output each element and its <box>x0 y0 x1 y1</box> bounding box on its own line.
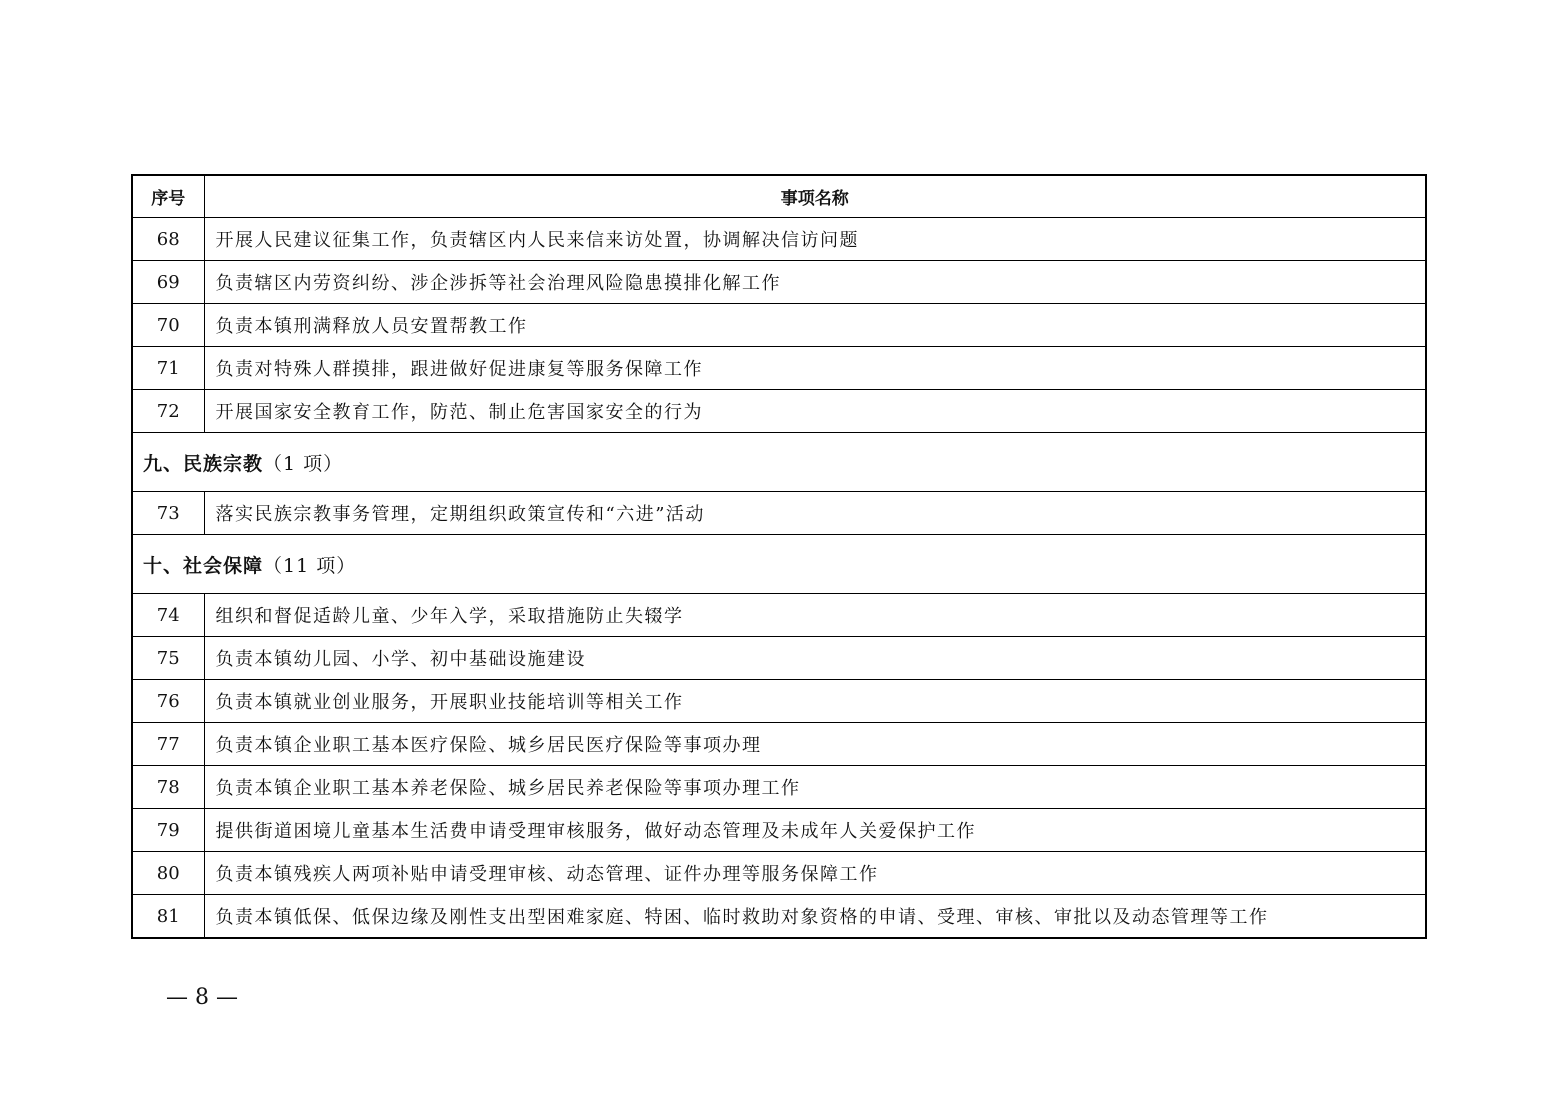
table-row <box>132 492 1426 535</box>
row-name: 开展国家安全教育工作，防范、制止危害国家安全的行为 <box>204 390 1426 433</box>
section-title: 十、社会保障 <box>143 554 264 577</box>
section-count: （11 项） <box>263 554 357 577</box>
table-header-row <box>132 175 1426 218</box>
row-name: 负责本镇就业创业服务，开展职业技能培训等相关工作 <box>204 680 1426 723</box>
row-num: 70 <box>132 304 204 347</box>
row-num: 69 <box>132 261 204 304</box>
row-name: 提供街道困境儿童基本生活费申请受理审核服务，做好动态管理及未成年人关爱保护工作 <box>204 809 1426 852</box>
row-name: 开展人民建议征集工作，负责辖区内人民来信来访处置，协调解决信访问题 <box>204 218 1426 261</box>
row-num: 77 <box>132 723 204 766</box>
row-name: 负责本镇低保、低保边缘及刚性支出型困难家庭、特困、临时救助对象资格的申请、受理、审核、审批以及动态管理等工作 <box>204 895 1426 939</box>
row-num: 73 <box>132 492 204 535</box>
row-num: 76 <box>132 680 204 723</box>
row-name: 负责本镇刑满释放人员安置帮教工作 <box>204 304 1426 347</box>
row-name: 负责对特殊人群摸排，跟进做好促进康复等服务保障工作 <box>204 347 1426 390</box>
table-row <box>132 766 1426 809</box>
header-name: 事项名称 <box>204 175 1426 218</box>
row-num: 79 <box>132 809 204 852</box>
table-row <box>132 852 1426 895</box>
row-num: 75 <box>132 637 204 680</box>
table-row <box>132 723 1426 766</box>
table-row <box>132 347 1426 390</box>
table-row <box>132 390 1426 433</box>
table-row <box>132 809 1426 852</box>
header-num: 序号 <box>132 175 204 218</box>
table-row <box>132 895 1426 939</box>
row-num: 68 <box>132 218 204 261</box>
row-name: 负责本镇企业职工基本养老保险、城乡居民养老保险等事项办理工作 <box>204 766 1426 809</box>
section-heading <box>132 535 1426 594</box>
section-heading-row <box>132 535 1426 594</box>
page-number: — 8 — <box>166 985 238 1010</box>
row-name: 落实民族宗教事务管理，定期组织政策宣传和“六进”活动 <box>204 492 1426 535</box>
row-name: 负责本镇幼儿园、小学、初中基础设施建设 <box>204 637 1426 680</box>
table-row <box>132 218 1426 261</box>
section-title: 九、民族宗教 <box>143 452 264 475</box>
row-num: 80 <box>132 852 204 895</box>
row-num: 78 <box>132 766 204 809</box>
row-name: 负责本镇残疾人两项补贴申请受理审核、动态管理、证件办理等服务保障工作 <box>204 852 1426 895</box>
table-row <box>132 261 1426 304</box>
row-num: 74 <box>132 594 204 637</box>
row-name: 组织和督促适龄儿童、少年入学，采取措施防止失辍学 <box>204 594 1426 637</box>
table-row <box>132 637 1426 680</box>
table-row <box>132 304 1426 347</box>
section-heading-row <box>132 433 1426 492</box>
items-table <box>131 174 1427 939</box>
section-heading <box>132 433 1426 492</box>
section-count: （1 项） <box>263 452 344 475</box>
row-num: 72 <box>132 390 204 433</box>
row-num: 81 <box>132 895 204 939</box>
row-name: 负责辖区内劳资纠纷、涉企涉拆等社会治理风险隐患摸排化解工作 <box>204 261 1426 304</box>
row-num: 71 <box>132 347 204 390</box>
table-row <box>132 680 1426 723</box>
row-name: 负责本镇企业职工基本医疗保险、城乡居民医疗保险等事项办理 <box>204 723 1426 766</box>
table-row <box>132 594 1426 637</box>
